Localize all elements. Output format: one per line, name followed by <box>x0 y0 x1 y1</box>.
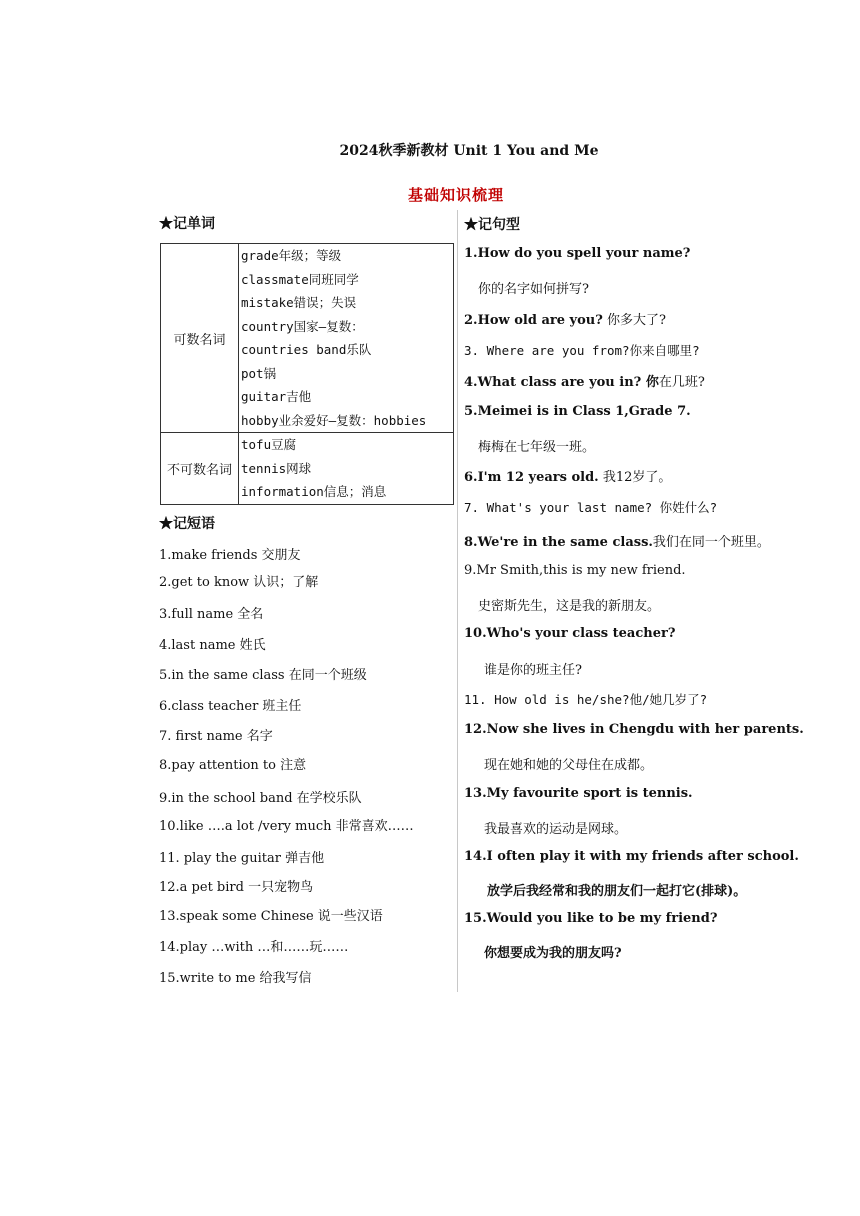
uncountable-label: 不可数名词 <box>166 462 232 478</box>
vocab-word: mistake错误；失误 <box>241 295 357 310</box>
phrase-item: 7. first name 名字 <box>159 729 273 744</box>
phrase-item: 13.speak some Chinese 说一些汉语 <box>159 909 383 924</box>
phrase-item: 3.full name 全名 <box>159 607 264 622</box>
sentence-3: 3. Where are you from?你来自哪里? <box>464 343 700 358</box>
sentence-5 <box>464 404 691 419</box>
phrases-heading: ★记短语 <box>159 516 215 532</box>
sentence-8 <box>464 531 770 550</box>
sentence-9: 9.Mr Smith,this is my new friend. <box>464 563 686 578</box>
sentence-en: 6.I'm 12 years old. <box>464 470 599 485</box>
sentence-cn: 在几班? <box>658 375 705 390</box>
sentence-15-translation: 你想要成为我的朋友吗? <box>484 946 622 961</box>
sentence-en: 1.How do you spell your name? <box>464 246 691 261</box>
countable-row <box>161 244 454 433</box>
vocab-word: tennis网球 <box>241 460 312 476</box>
sentence-6 <box>464 466 671 485</box>
sentence-cn: 你多大了? <box>602 313 666 328</box>
column-divider <box>457 210 458 992</box>
sentence-2 <box>464 309 666 328</box>
sentence-12 <box>464 722 804 737</box>
sentence-15 <box>464 911 717 926</box>
phrase-item: 5.in the same class 在同一个班级 <box>159 668 367 683</box>
sentence-14-translation: 放学后我经常和我的朋友们一起打它(排球)。 <box>487 884 747 899</box>
sentence-en: 12.Now she lives in Chengdu with her parents. <box>464 722 804 737</box>
sentence-1-translation: 你的名字如何拼写? <box>478 282 589 297</box>
vocab-word: tofu豆腐 <box>241 437 297 452</box>
phrase-item: 8.pay attention to 注意 <box>159 758 307 773</box>
countable-label: 可数名词 <box>173 332 226 348</box>
vocab-word: guitar吉他 <box>241 389 312 404</box>
sentence-9-translation: 史密斯先生，这是我的新朋友。 <box>478 599 661 614</box>
section-subtitle: 基础知识梳理 <box>407 186 504 204</box>
phrase-item: 1.make friends 交朋友 <box>159 548 301 563</box>
phrase-item: 2.get to know 认识；了解 <box>159 575 319 590</box>
sentence-13 <box>464 786 693 801</box>
sentence-en: 15.Would you like to be my friend? <box>464 911 718 926</box>
sentence-11: 11. How old is he/she?他/她几岁了? <box>464 692 708 707</box>
sentence-en: 10.Who's your class teacher? <box>464 626 676 641</box>
phrase-item: 9.in the school band 在学校乐队 <box>159 791 362 806</box>
vocab-word: hobby业余爱好—复数：hobbies <box>241 412 427 428</box>
vocab-word: information信息；消息 <box>241 484 387 499</box>
countable-words <box>239 244 454 433</box>
sentence-14 <box>464 849 799 864</box>
sentence-en: 14.I often play it with my friends after school. <box>464 849 799 864</box>
sentence-cn: 我12岁了。 <box>598 470 672 485</box>
sentence-5-translation: 梅梅在七年级一班。 <box>478 440 596 455</box>
sentence-10-translation: 谁是你的班主任? <box>484 663 582 678</box>
phrase-item: 15.write to me 给我写信 <box>159 971 312 986</box>
phrase-item: 14.play …with …和……玩…… <box>159 940 349 955</box>
uncountable-label-cell <box>161 433 239 505</box>
sentence-1 <box>464 246 690 261</box>
sentence-cn: 我们在同一个班里。 <box>652 535 770 550</box>
vocab-word: countries band乐队 <box>241 342 372 357</box>
sentence-12-translation: 现在她和她的父母住在成都。 <box>484 758 654 773</box>
phrase-item: 12.a pet bird 一只宠物鸟 <box>159 880 314 895</box>
sentence-en: 8.We're in the same class. <box>464 535 653 550</box>
sentence-en: 2.How old are you? <box>464 313 603 328</box>
sentences-heading: ★记句型 <box>464 217 520 233</box>
vocab-word: pot锅 <box>241 365 277 381</box>
sentence-en: 5.Meimei is in Class 1,Grade 7. <box>464 404 691 419</box>
phrase-item: 6.class teacher 班主任 <box>159 699 302 714</box>
uncountable-row <box>161 433 454 505</box>
uncountable-words <box>239 433 454 505</box>
vocab-table <box>160 243 454 505</box>
vocab-word: classmate同班同学 <box>241 271 359 287</box>
sentence-en: 4.What class are you in? 你 <box>464 375 659 390</box>
phrase-item: 4.last name 姓氏 <box>159 638 266 653</box>
phrase-item: 11. play the guitar 弹吉他 <box>159 851 325 866</box>
sentence-13-translation: 我最喜欢的运动是网球。 <box>484 822 628 837</box>
vocab-heading: ★记单词 <box>159 216 215 232</box>
vocab-word: grade年级；等级 <box>241 248 342 263</box>
sentence-4 <box>464 371 705 390</box>
page-title: 2024秋季新教材 Unit 1 You and Me <box>339 143 599 159</box>
phrase-item: 10.like ….a lot /very much 非常喜欢…… <box>159 819 414 834</box>
sentence-en: 13.My favourite sport is tennis. <box>464 786 693 801</box>
sentence-7: 7. What's your last name? 你姓什么? <box>464 500 718 515</box>
vocab-word: country国家—复数： <box>241 318 364 334</box>
countable-label-cell <box>161 244 239 433</box>
sentence-10 <box>464 626 675 641</box>
